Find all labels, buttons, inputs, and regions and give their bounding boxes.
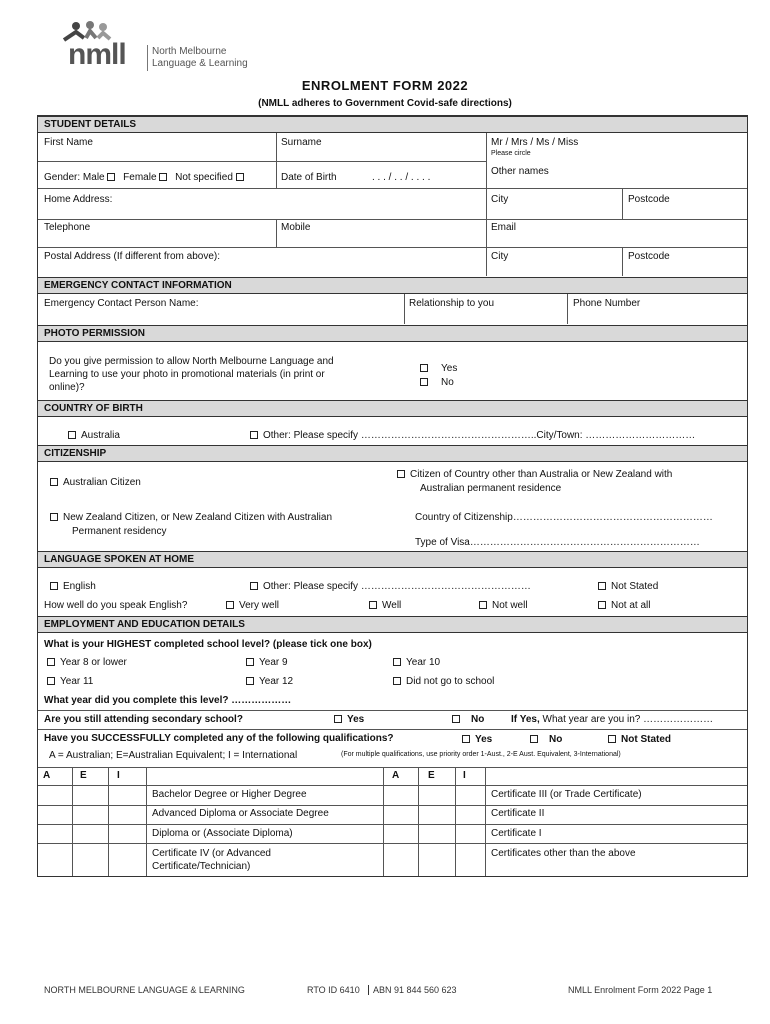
divider [38, 219, 747, 220]
divider [146, 767, 147, 876]
english-very-well-option[interactable] [226, 600, 279, 611]
lang-english-label: English [63, 581, 96, 592]
qual-no-option[interactable] [530, 734, 562, 745]
attending-no-checkbox[interactable] [452, 715, 460, 723]
gender-male-label: Male [82, 172, 105, 183]
footer-abn: ABN 91 844 560 623 [368, 985, 457, 995]
dob-field[interactable]: . . . / . . / . . . . [372, 172, 431, 183]
col-a-header-right: A [392, 770, 400, 781]
english-very-well-checkbox[interactable] [226, 601, 234, 609]
citizen-australian-option[interactable] [50, 477, 141, 488]
section-employment-education: EMPLOYMENT AND EDUCATION DETAILS [38, 616, 747, 633]
qual-yes-checkbox[interactable] [462, 735, 470, 743]
emergency-relationship-field[interactable]: Relationship to you [409, 298, 495, 309]
col-i-header: I [117, 770, 120, 781]
divider [486, 133, 487, 276]
lang-not-stated-option[interactable] [598, 581, 658, 592]
birth-other-label: Other: Please specify ……………………………………………..City/Town: …………………………… [263, 430, 696, 441]
qual-no-checkbox[interactable] [530, 735, 538, 743]
no-school-checkbox[interactable] [393, 677, 401, 685]
how-well-label: How well do you speak English? [44, 600, 188, 611]
citizen-other-country-label-2: Australian permanent residence [420, 483, 562, 494]
photo-question: Do you give permission to allow North Melbourne Language and Learning to use your photo in promotional materials (in print or online)? [49, 356, 334, 393]
english-very-well-label: Very well [239, 600, 280, 611]
home-city-field[interactable]: City [491, 194, 509, 205]
current-year-label: What year are you in? ………………… [542, 714, 714, 725]
lang-other-label: Other: Please specify …………………………………………… [263, 581, 531, 592]
birth-australia-option[interactable] [68, 430, 120, 441]
gender-not-specified-label: Not specified [175, 172, 233, 183]
surname-field[interactable]: Surname [281, 137, 322, 148]
lang-other-option[interactable] [250, 581, 531, 592]
qual-cert-iv-label: Certificate IV (or Advanced Certificate/Technician) [152, 848, 271, 872]
english-not-well-label: Not well [492, 600, 528, 611]
citizen-australian-checkbox[interactable] [50, 478, 58, 486]
divider [38, 247, 747, 248]
aei-legend-note: (For multiple qualifications, use priority order 1-Aust., 2-E Aust. Equivalent, 3-International) [341, 751, 621, 758]
photo-yes-label: Yes [441, 363, 458, 374]
qual-not-stated-checkbox[interactable] [608, 735, 616, 743]
english-not-well-option[interactable] [479, 600, 528, 611]
divider [404, 294, 405, 324]
citizen-other-country-option[interactable] [397, 469, 672, 480]
section-country-of-birth: COUNTRY OF BIRTH [38, 400, 747, 417]
divider [38, 805, 747, 806]
citizen-other-country-checkbox[interactable] [397, 470, 405, 478]
col-a-header: A [43, 770, 51, 781]
lang-english-checkbox[interactable] [50, 582, 58, 590]
divider [455, 767, 456, 876]
emergency-name-field[interactable]: Emergency Contact Person Name: [44, 298, 199, 309]
section-photo-permission: PHOTO PERMISSION [38, 325, 747, 342]
photo-no-label: No [441, 377, 454, 388]
section-student-details: STUDENT DETAILS [38, 116, 747, 133]
qual-yes-option[interactable] [462, 734, 492, 745]
gender-female-label: Female [123, 172, 157, 183]
country-of-citizenship-field[interactable]: Country of Citizenship…………………………………………………… [415, 512, 713, 523]
qual-advanced-diploma-label: Advanced Diploma or Associate Degree [152, 808, 329, 819]
form-frame [37, 115, 748, 877]
emergency-phone-field[interactable]: Phone Number [573, 298, 641, 309]
gender-label: Gender: [44, 172, 81, 183]
english-well-checkbox[interactable] [369, 601, 377, 609]
divider [485, 767, 486, 876]
divider [38, 161, 486, 162]
logo-divider [147, 45, 148, 71]
english-not-at-all-checkbox[interactable] [598, 601, 606, 609]
postal-postcode-field[interactable]: Postcode [628, 251, 670, 262]
gender-male-checkbox[interactable] [107, 173, 115, 181]
english-not-at-all-label: Not at all [611, 600, 651, 611]
year9-label: Year 9 [259, 657, 288, 668]
year9-checkbox[interactable] [246, 658, 254, 666]
if-yes-label: If Yes, [511, 714, 540, 725]
telephone-field[interactable]: Telephone [44, 222, 91, 233]
birth-australia-label: Australia [81, 430, 120, 441]
footer-rto: RTO ID 6410 [307, 985, 360, 995]
col-i-header-right: I [463, 770, 466, 781]
col-e-header: E [80, 770, 87, 781]
divider [38, 843, 747, 844]
divider [38, 785, 747, 786]
qual-cert-other-label: Certificates other than the above [491, 848, 636, 859]
birth-other-option[interactable] [250, 430, 695, 441]
gender-not-specified-checkbox[interactable] [236, 173, 244, 181]
english-well-option[interactable] [369, 600, 401, 611]
citizen-nz-option[interactable] [50, 512, 332, 523]
divider [622, 188, 623, 219]
qual-no-label: No [549, 734, 563, 745]
qual-not-stated-option[interactable] [608, 734, 671, 745]
email-field[interactable]: Email [491, 222, 517, 233]
form-subtitle: (NMLL adheres to Government Covid-safe directions) [258, 98, 512, 109]
year12-checkbox[interactable] [246, 677, 254, 685]
citizen-nz-label: New Zealand Citizen, or New Zealand Citizen with Australian [63, 512, 333, 523]
gender-female-checkbox[interactable] [159, 173, 167, 181]
citizen-nz-label-2: Permanent residency [72, 526, 167, 537]
photo-no-checkbox[interactable] [420, 378, 428, 386]
attending-no-label: No [471, 714, 485, 725]
divider [38, 729, 747, 730]
section-language: LANGUAGE SPOKEN AT HOME [38, 551, 747, 568]
highest-level-question: What is your HIGHEST completed school level? (please tick one box) [44, 639, 372, 650]
year11-label: Year 11 [60, 676, 94, 687]
type-of-visa-field[interactable]: Type of Visa…………………………………………………………… [415, 537, 700, 548]
year10-option[interactable] [393, 657, 440, 668]
form-title: ENROLMENT FORM 2022 [301, 78, 469, 93]
aei-legend: A = Australian; E=Australian Equivalent; I = International [49, 750, 298, 761]
qual-cert-ii-label: Certificate II [491, 808, 545, 819]
year8-option[interactable] [47, 657, 127, 668]
title-options[interactable]: Mr / Mrs / Ms / Miss [491, 137, 579, 148]
divider [383, 767, 384, 876]
first-name-field[interactable]: First Name [44, 137, 93, 148]
postal-city-field[interactable]: City [491, 251, 509, 262]
year11-checkbox[interactable] [47, 677, 55, 685]
photo-yes-option[interactable] [420, 363, 457, 374]
attending-yes-option[interactable] [334, 714, 364, 725]
logo-line-1: North Melbourne [152, 46, 227, 57]
qual-yes-label: Yes [475, 734, 493, 745]
qual-bachelor-label: Bachelor Degree or Higher Degree [152, 789, 307, 800]
divider [108, 767, 109, 876]
attending-yes-label: Yes [347, 714, 365, 725]
english-not-at-all-option[interactable] [598, 600, 650, 611]
lang-english-option[interactable] [50, 581, 96, 592]
divider [38, 767, 747, 768]
lang-not-stated-checkbox[interactable] [598, 582, 606, 590]
divider [72, 767, 73, 876]
nmll-logo [48, 20, 248, 72]
section-emergency-contact: EMERGENCY CONTACT INFORMATION [38, 277, 747, 294]
year12-option[interactable] [246, 676, 293, 687]
divider [567, 294, 568, 324]
current-year-field[interactable] [511, 714, 713, 725]
photo-yes-checkbox[interactable] [420, 364, 428, 372]
mobile-field[interactable]: Mobile [281, 222, 311, 233]
attending-no-option[interactable] [452, 714, 484, 725]
qual-cert-i-label: Certificate I [491, 828, 542, 839]
divider [418, 767, 419, 876]
divider [38, 710, 747, 711]
qual-not-stated-label: Not Stated [621, 734, 671, 745]
lang-not-stated-label: Not Stated [611, 581, 659, 592]
no-school-label: Did not go to school [406, 676, 495, 687]
divider [622, 247, 623, 276]
qualifications-question: Have you SUCCESSFULLY completed any of the following qualifications? [44, 733, 394, 744]
citizen-nz-checkbox[interactable] [50, 513, 58, 521]
photo-no-option[interactable] [420, 377, 454, 388]
still-attending-question: Are you still attending secondary school? [44, 714, 243, 725]
section-citizenship: CITIZENSHIP [38, 445, 747, 462]
english-well-label: Well [382, 600, 402, 611]
english-not-well-checkbox[interactable] [479, 601, 487, 609]
footer-org: NORTH MELBOURNE LANGUAGE & LEARNING [44, 985, 245, 995]
col-e-header-right: E [428, 770, 435, 781]
home-address-field[interactable]: Home Address: [44, 194, 113, 205]
qual-diploma-label: Diploma or (Associate Diploma) [152, 828, 293, 839]
year11-option[interactable] [47, 676, 93, 687]
citizen-australian-label: Australian Citizen [63, 477, 141, 488]
footer-page: NMLL Enrolment Form 2022 Page 1 [568, 985, 713, 995]
completion-year-field[interactable]: What year did you complete this level? ……………… [44, 695, 292, 706]
year12-label: Year 12 [259, 676, 294, 687]
please-circle-note: Please circle [491, 150, 531, 157]
year8-checkbox[interactable] [47, 658, 55, 666]
postal-address-field[interactable]: Postal Address (If different from above): [44, 251, 221, 262]
year8-label: Year 8 or lower [60, 657, 127, 668]
year10-label: Year 10 [406, 657, 441, 668]
year9-option[interactable] [246, 657, 288, 668]
year10-checkbox[interactable] [393, 658, 401, 666]
citizen-other-country-label: Citizen of Country other than Australia or New Zealand with [410, 469, 673, 480]
logo-wordmark: nmll [68, 38, 126, 71]
other-names-field[interactable]: Other names [491, 166, 549, 177]
birth-other-checkbox[interactable] [250, 431, 258, 439]
divider [38, 824, 747, 825]
gender-row [44, 172, 249, 183]
dob-label: Date of Birth [281, 172, 337, 183]
divider [276, 219, 277, 247]
lang-other-checkbox[interactable] [250, 582, 258, 590]
birth-australia-checkbox[interactable] [68, 431, 76, 439]
home-postcode-field[interactable]: Postcode [628, 194, 670, 205]
qual-cert-iii-label: Certificate III (or Trade Certificate) [491, 789, 642, 800]
attending-yes-checkbox[interactable] [334, 715, 342, 723]
divider [38, 188, 747, 189]
no-school-option[interactable] [393, 676, 494, 687]
logo-line-2: Language & Learning [152, 58, 248, 69]
